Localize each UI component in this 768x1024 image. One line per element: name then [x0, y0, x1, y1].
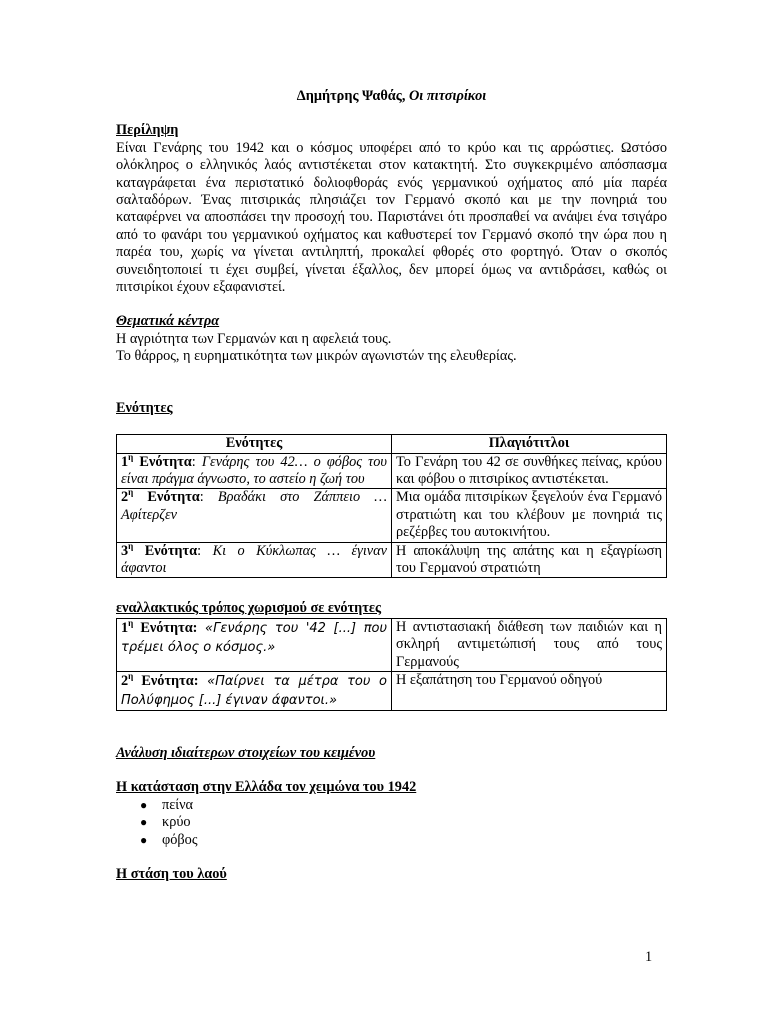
table-row [117, 489, 667, 542]
greece-winter-heading: Η κατάσταση στην Ελλάδα τον χειμώνα του 1942 [116, 779, 417, 796]
themes-heading: Θεματικά κέντρα [116, 313, 220, 330]
alt-sections-heading: εναλλακτικός τρόπος χωρισμού σε ενότητες [116, 600, 382, 617]
people-attitude-heading: Η στάση του λαού [116, 866, 227, 882]
document-page [116, 88, 667, 883]
page-number: 1 [645, 949, 653, 965]
section-cell: $3^\eta$ Ενότητα: Κι ο Κύκλωπας … έγιναν άφαντοι [117, 542, 392, 578]
table-row [117, 453, 667, 489]
bullet-icon: ● [140, 797, 148, 812]
section-cell: $2^\eta$ Ενότητα: «Παίρνει τα μέτρα του ο Πολύφημος [...] έγιναν άφαντοι.» [117, 671, 392, 710]
work-title: Οι πιτσιρίκοι [408, 88, 487, 104]
table-row [117, 542, 667, 578]
theme-line-1: Η αγριότητα των Γερμανών και η αφελειά τους. [116, 330, 392, 347]
author-name: Δημήτρης Ψαθάς, [296, 88, 406, 104]
summary-heading: Περίληψη [116, 122, 179, 139]
subtitle-cell: Μια ομάδα πιτσιρίκων ξεγελούν ένα Γερμανό στρατιώτη και του κλέβουν με πονηριά τις ρεζέρβες του αυτοκινήτου. [392, 489, 667, 542]
subtitle-cell: Η εξαπάτηση του Γερμανού οδηγού [392, 671, 667, 710]
hardship-list [116, 797, 667, 849]
table-header-row [117, 435, 667, 453]
table-row [117, 671, 667, 710]
alt-sections-table [116, 618, 667, 711]
sections-heading: Ενότητες [116, 399, 173, 416]
col-header-subtitles: Πλαγιότιτλοι [392, 435, 667, 453]
section-cell: $1^\eta$ Ενότητα: Γενάρης του 42… ο φόβος του είναι πράγμα άγνωστο, το αστείο η ζωή του [117, 453, 392, 489]
document-title [116, 88, 667, 105]
list-item: ● κρύο [140, 814, 191, 831]
bullet-icon: ● [140, 832, 148, 847]
subtitle-cell: Η αποκάλυψη της απάτης και η εξαγρίωση του Γερμανού στρατιώτη [392, 542, 667, 578]
summary-text: Είναι Γενάρης του 1942 και ο κόσμος υποφέρει από το κρύο και τις αρρώστιες. Ωστόσο ολόκληρος ο ελληνικός λαός αντιστέκεται στον κατακτητή. Στο συγκεκριμένο απόσπασμα καταγράφεται ένα περιστατικό δολιοφθοράς ενός γερμανικού οχήματος από μία παρέα σαλταδόρων. Ένας πιτσιρικάς πλησιάζει τον Γερμανό σκοπό και με την πονηριά του καταφέρνει να αποσπάσει την προσοχή του. Παριστάνει ότι προσπαθεί να ανάψει ένα τσιγάρο από το φανάρι του γερμανικού οχήματος και καθυστερεί τον Γερμανό σκοπό την ώρα που η παρέα του, χωρίς να γίνεται αντιληπτή, προκαλεί φθορές στο φορτηγό. Όταν ο σκοπός συνειδητοποιεί τι έχει συμβεί, γίνεται έξαλλος, δεν μπορεί όμως να αντιδράσει, καθώς οι πιτσιρίκοι έχουν εξαφανιστεί. [116, 139, 667, 296]
table-row [117, 618, 667, 671]
sections-table [116, 434, 667, 578]
theme-line-2: Το θάρρος, η ευρηματικότητα των μικρών αγωνιστών της ελευθερίας. [116, 348, 517, 365]
analysis-heading: Ανάλυση ιδιαίτερων στοιχείων του κειμένου [116, 744, 376, 761]
list-item: ● φόβος [140, 831, 198, 848]
section-cell: $2^\eta$ Ενότητα: Βραδάκι στο Ζάππειο … Αφίτερζεν [117, 489, 392, 542]
bullet-icon: ● [140, 815, 148, 830]
subtitle-cell: Το Γενάρη του 42 σε συνθήκες πείνας, κρύου και φόβου ο πιτσιρίκος αντιστέκεται. [392, 453, 667, 489]
list-item: ● πείνα [140, 796, 194, 813]
col-header-sections: Ενότητες [117, 435, 392, 453]
subtitle-cell: Η αντιστασιακή διάθεση των παιδιών και η σκληρή αντιμετώπισή τους από τους Γερμανούς [392, 618, 667, 671]
section-cell: $1^\eta$ Ενότητα: «Γενάρης του '42 [...] που τρέμει όλος ο κόσμος.» [117, 618, 392, 671]
